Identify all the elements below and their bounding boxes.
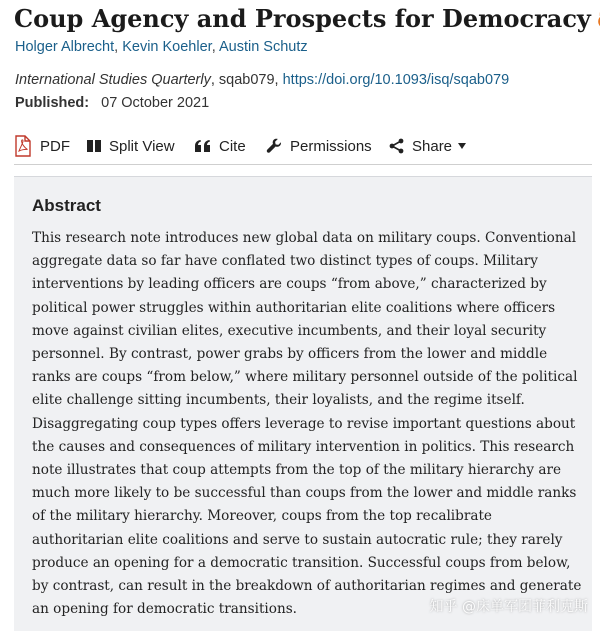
author-list bbox=[15, 37, 308, 57]
abstract-line: produce an opening for a democratic transition. Successful coups from below, bbox=[32, 554, 571, 571]
split-view-button[interactable] bbox=[87, 134, 175, 158]
abstract-text bbox=[32, 227, 580, 621]
pdf-file-icon bbox=[14, 135, 32, 157]
share-button[interactable] bbox=[389, 134, 466, 158]
journal-name: International Studies Quarterly bbox=[15, 72, 211, 88]
abstract-line: This research note introduces new global data on military coups. Conventional bbox=[32, 230, 577, 246]
abstract-section bbox=[14, 176, 592, 631]
author-separator: , bbox=[211, 39, 219, 55]
pdf-button[interactable] bbox=[14, 134, 70, 158]
journal-citation bbox=[15, 70, 509, 90]
abstract-line: personnel. By contrast, power grabs by officers from the lower and middle bbox=[32, 346, 548, 363]
article-toolbar bbox=[0, 128, 600, 166]
article-id: , sqab079, bbox=[210, 72, 283, 88]
abstract-line: authoritarian elite coalitions and serve to sustain autocratic rule; they rarely bbox=[32, 531, 563, 548]
doi-link[interactable]: https://doi.org/10.1093/isq/sqab079 bbox=[282, 72, 510, 88]
publication-date bbox=[15, 93, 209, 113]
published-date: 07 October 2021 bbox=[101, 95, 210, 111]
permissions-label: Permissions bbox=[290, 137, 372, 155]
abstract-line: move against civilian elites, executive incumbents, and their loyal security bbox=[32, 322, 547, 339]
cite-button[interactable] bbox=[194, 134, 246, 158]
abstract-line: elite challenge sitting incumbents, their loyalists, and the regime itself. bbox=[32, 392, 525, 409]
author-separator: , bbox=[114, 39, 123, 55]
split-view-icon bbox=[87, 139, 101, 153]
abstract-line: note illustrates that coup attempts from the top of the military hierarchy are bbox=[32, 462, 562, 479]
abstract-line: ranks are coups “from below,” where military personnel outside of the political bbox=[32, 369, 578, 386]
abstract-heading: Abstract bbox=[32, 196, 101, 215]
abstract-line: by contrast, can result in the breakdown of authoritarian regimes and generate bbox=[32, 578, 582, 595]
article-title-text: Coup Agency and Prospects for Democracy bbox=[14, 4, 591, 33]
watermark-text: 知乎 @床单军团菲利克斯 bbox=[429, 599, 588, 615]
abstract-line: Disaggregating coup types offers leverage to revise important questions about bbox=[32, 415, 576, 432]
caret-down-icon bbox=[458, 143, 466, 149]
abstract-line: interventions by leading officers are coups “from above,” characterized by bbox=[32, 276, 547, 293]
abstract-line: an opening for democratic transitions. bbox=[32, 601, 297, 618]
abstract-line: the causes and consequences of military intervention in politics. This research bbox=[32, 438, 575, 455]
author-link-schutz[interactable]: Austin Schutz bbox=[218, 39, 308, 55]
split-view-label: Split View bbox=[109, 137, 175, 155]
author-link-koehler[interactable]: Kevin Koehler bbox=[122, 39, 212, 55]
abstract-line: of the military hierarchy. Moreover, coups from the top recalibrate bbox=[32, 508, 492, 525]
quote-icon bbox=[194, 139, 211, 153]
abstract-line: political power struggles within authoritarian elite coalitions where officers bbox=[32, 299, 556, 316]
abstract-line: much more likely to be successful than coups from the lower and middle ranks bbox=[32, 485, 577, 502]
published-label: Published: bbox=[15, 95, 90, 111]
cite-label: Cite bbox=[219, 137, 246, 155]
toolbar-divider bbox=[14, 164, 592, 165]
author-link-albrecht[interactable]: Holger Albrecht bbox=[15, 39, 115, 55]
wrench-icon bbox=[266, 138, 282, 154]
share-icon bbox=[389, 138, 404, 154]
share-label: Share bbox=[412, 137, 453, 155]
article-title bbox=[14, 4, 600, 36]
pdf-label: PDF bbox=[40, 137, 70, 155]
permissions-button[interactable] bbox=[266, 134, 372, 158]
abstract-line: aggregate data so far have conflated two distinct types of coups. Military bbox=[32, 253, 538, 270]
